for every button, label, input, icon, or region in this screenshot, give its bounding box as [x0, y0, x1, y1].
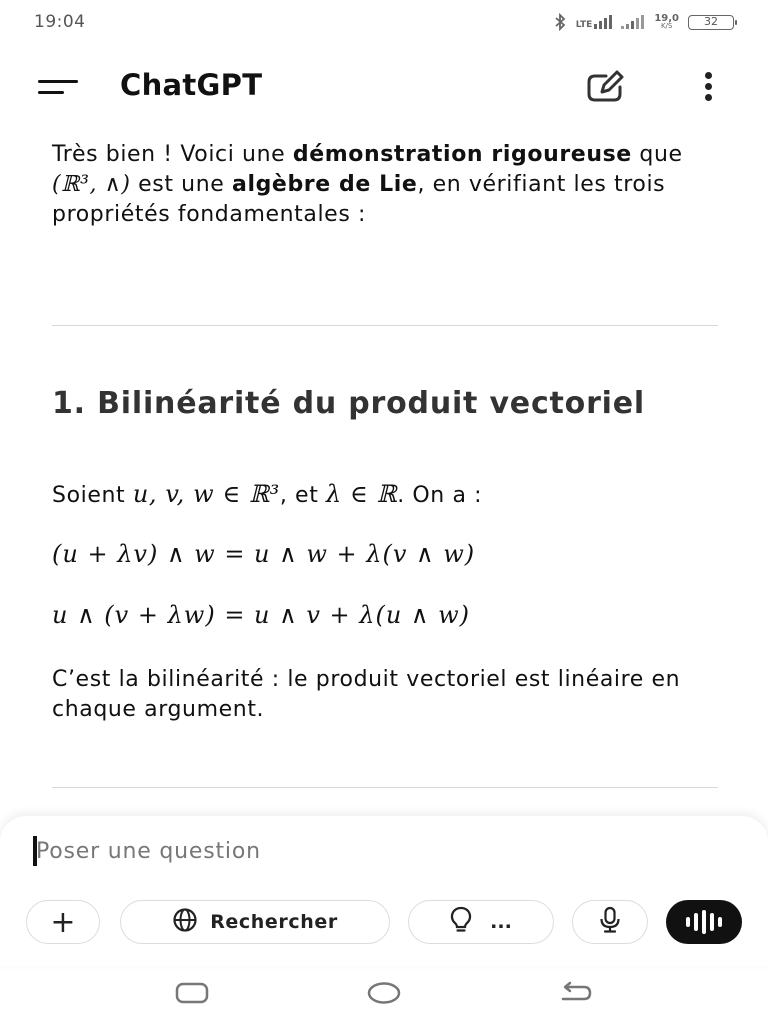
network-speed [654, 14, 679, 30]
new-chat-icon[interactable] [584, 68, 628, 108]
network-speed-value: 19,0 [654, 13, 679, 24]
message-intro [52, 140, 720, 230]
math-r3-wedge: (ℝ³, ∧) [52, 172, 131, 197]
think-label: ... [490, 911, 512, 933]
plus-icon: + [50, 904, 76, 940]
bluetooth-icon [553, 13, 567, 31]
prompt-input[interactable] [36, 834, 696, 868]
search-button[interactable] [120, 900, 390, 944]
signal-strength-icon [594, 15, 612, 29]
add-attachment-button[interactable] [26, 900, 100, 944]
back-icon[interactable] [558, 980, 594, 1012]
more-vertical-icon[interactable] [698, 72, 720, 102]
globe-icon [172, 907, 198, 938]
intro-text: , en vérifiant les trois propriétés fondamentales : [52, 172, 666, 227]
status-indicators [553, 10, 734, 34]
home-icon[interactable] [366, 980, 402, 1012]
microphone-icon [598, 906, 622, 938]
intro-bold-demonstration: démonstration rigoureuse [292, 142, 632, 167]
divider [52, 787, 718, 788]
math-lambda: λ ∈ ℝ [326, 480, 398, 508]
voice-waveform-icon [686, 917, 690, 927]
app-title: ChatGPT [120, 68, 263, 102]
system-nav-bar [0, 970, 768, 1024]
voice-mode-button[interactable] [666, 900, 742, 944]
menu-icon[interactable] [38, 76, 80, 98]
search-label: Rechercher [210, 911, 338, 933]
equation-2: u ∧ (v + λw) = u ∧ v + λ(u ∧ w) [52, 601, 471, 629]
signal-strength-2-icon [621, 15, 645, 29]
intro-bold-lie-algebra: algèbre de Lie [232, 172, 418, 197]
let-prefix: Soient [52, 483, 133, 508]
equation-1: (u + λv) ∧ w = u ∧ w + λ(v ∧ w) [52, 540, 476, 568]
recent-apps-icon[interactable] [174, 980, 210, 1012]
lightbulb-icon [450, 906, 472, 939]
app-header [0, 56, 768, 116]
let-mid: , et [279, 483, 327, 508]
network-speed-unit: K/S [660, 22, 673, 30]
lte-signal [576, 15, 613, 29]
math-uvw: u, v, w ∈ ℝ³ [132, 480, 280, 508]
divider [52, 325, 718, 326]
conclusion-text: C’est la bilinéarité : le produit vectoriel est linéaire en chaque argument. [52, 667, 681, 722]
status-bar [0, 0, 768, 44]
intro-text: est une [130, 172, 232, 197]
intro-text: que [631, 142, 683, 167]
let-statement [52, 480, 482, 508]
think-button[interactable] [408, 900, 554, 944]
battery-icon [688, 15, 734, 30]
section-heading: 1. Bilinéarité du produit vectoriel [52, 386, 645, 421]
network-type-label: LTE [575, 20, 593, 30]
intro-text: Très bien ! Voici une [52, 142, 293, 167]
let-suffix: . On a : [397, 483, 483, 508]
status-time: 19:04 [34, 12, 86, 32]
dictation-button[interactable] [572, 900, 648, 944]
battery-level: 32 [704, 14, 718, 28]
assistant-message [52, 140, 720, 230]
